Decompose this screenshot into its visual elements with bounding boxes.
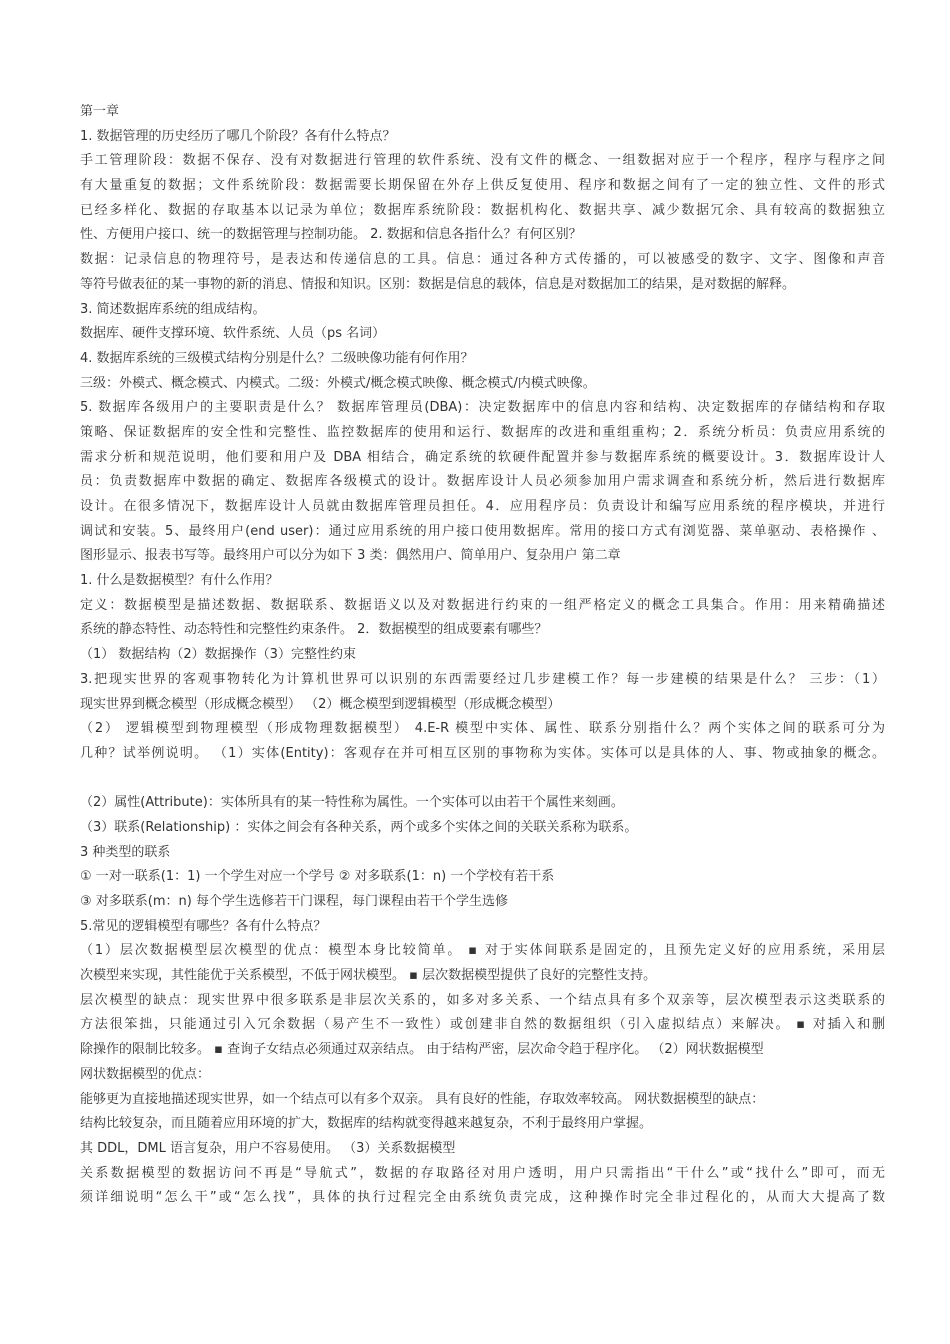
text-line: 3 种类型的联系: [80, 844, 171, 860]
text-line: 除操作的限制比较多。 ▪ 查询子女结点必须通过双亲结点。 由于结构严密，层次命令趋于程序化。 （2）网状数据模型: [80, 1042, 764, 1058]
text-line: 其 DDL，DML 语言复杂，用户不容易使用。 （3）关系数据模型: [80, 1140, 456, 1156]
question-line: 4. 数据库系统的三级模式结构分别是什么？二级映像功能有何作用？: [80, 350, 474, 366]
text-line: 网状数据模型的优点：: [80, 1066, 211, 1082]
text-line: 须详细说明“怎么干”或“怎么找”，具体的执行过程完全由系统负责完成，这种操作时完全非过程化的，从而大大提高了数: [80, 1190, 885, 1206]
text-line: 层次模型的缺点：现实世界中很多联系是非层次关系的，如多对多关系、一个结点具有多个双亲等，层次模型表示这类联系的: [80, 992, 885, 1008]
text-line: 设计。在很多情况下，数据库设计人员就由数据库管理员担任。4．应用程序员：负责设计和编写应用系统的程序模块，并进行: [80, 499, 885, 514]
text-line: 数据库、硬件支撑环境、软件系统、人员（ps 名词）: [80, 326, 386, 342]
text-line: 策略、保证数据库的安全性和完整性、监控数据库的使用和运行、数据库的改进和重组重构；2．系统分析员：负责应用系统的: [80, 424, 885, 440]
text-line: （2）属性(Attribute)：实体所具有的某一特性称为属性。一个实体可以由若干个属性来刻画。: [80, 795, 624, 811]
text-line: 能够更为直接地描述现实世界，如一个结点可以有多个双亲。 具有良好的性能，存取效率较高。 网状数据模型的缺点：: [80, 1091, 765, 1107]
text-line: 有大量重复的数据；文件系统阶段：数据需要长期保留在外存上供反复使用、程序和数据之间有了一定的独立性、文件的形式: [80, 178, 885, 194]
text-line: 次模型来实现，其性能优于关系模型，不低于网状模型。 ▪ 层次数据模型提供了良好的完整性支持。: [80, 968, 657, 984]
text-line: ③ 对多联系(m：n) 每个学生选修若干门课程，每门课程由若干个学生选修: [80, 894, 508, 909]
chapter-heading: 第一章: [80, 104, 120, 119]
text-line: 5. 数据库各级用户的主要职责是什么？ 数据库管理员(DBA)：决定数据库中的信息内容和结构、决定数据库的存储结构和存取: [80, 400, 885, 416]
blank-line: [80, 767, 885, 792]
text-line: ① 一对一联系(1：1) 一个学生对应一个学号 ② 对多联系(1：n) 一个学校有若干系: [80, 869, 555, 885]
text-line: 几种？试举例说明。 （1）实体(Entity)：客观存在并可相互区别的事物称为实体。实体可以是具体的人、事、物或抽象的概念。: [80, 745, 885, 761]
text-line: 方法很笨拙，只能通过引入冗余数据（易产生不一致性）或创建非自然的数据组织（引入虚拟结点）来解决。 ▪ 对插入和删: [80, 1017, 885, 1033]
text-line: 关系数据模型的数据访问不再是“导航式”，数据的存取路径对用户透明，用户只需指出“干什么”或“找什么”即可，而无: [80, 1165, 885, 1181]
text-line: （2） 逻辑模型到物理模型（形成物理数据模型） 4.E-R 模型中实体、属性、联系分别指什么？两个实体之间的联系可分为: [80, 721, 885, 737]
text-line: 3.把现实世界的客观事物转化为计算机世界可以识别的东西需要经过几步建模工作？每一步建模的结果是什么？ 三步：（1）: [80, 671, 885, 687]
question-line: 1. 数据管理的历史经历了哪几个阶段？各有什么特点？: [80, 128, 396, 144]
text-line: 员：负责数据库中数据的确定、数据库各级模式的设计。数据库设计人员必须参加用户需求调查和系统分析，然后进行数据库: [80, 474, 885, 490]
text-line: 定义：数据模型是描述数据、数据联系、数据语义以及对数据进行约束的一组严格定义的概念工具集合。作用：用来精确描述: [80, 597, 885, 613]
text-line: 性、方便用户接口、统一的数据管理与控制功能。 2. 数据和信息各指什么？有何区别？: [80, 227, 582, 243]
text-line: （1）层次数据模型层次模型的优点：模型本身比较简单。 ▪ 对于实体间联系是固定的，且预先定义好的应用系统，采用层: [80, 943, 885, 959]
text-line: 调试和安装。5、最终用户(end user)：通过应用系统的用户接口使用数据库。常用的接口方式有浏览器、菜单驱动、表格操作 、: [80, 523, 885, 539]
text-line: 已经多样化、数据的存取基本以记录为单位；数据库系统阶段：数据机构化、数据共享、减少数据冗余、具有较高的数据独立: [80, 202, 885, 218]
text-line: 系统的静态特性、动态特性和完整性约束条件。 2．数据模型的组成要素有哪些？: [80, 622, 548, 638]
text-line: 数据：记录信息的物理符号，是表达和传递信息的工具。信息：通过各种方式传播的，可以被感受的数字、文字、图像和声音: [80, 252, 885, 268]
document-body: [80, 100, 885, 1211]
text-line: 需求分析和规范说明，他们要和用户及 DBA 相结合，确定系统的软硬件配置并参与数据库系统的概要设计。3．数据库设计人: [80, 449, 885, 465]
text-line: 结构比较复杂，而且随着应用环境的扩大，数据库的结构就变得越来越复杂，不利于最终用户掌握。: [80, 1116, 653, 1132]
text-line: 等符号做表征的某一事物的新的消息、情报和知识。区别：数据是信息的载体，信息是对数据加工的结果，是对数据的解释。: [80, 276, 796, 292]
text-line: 三级：外模式、概念模式、内模式。二级：外模式/概念模式映像、概念模式/内模式映像。: [80, 375, 596, 391]
text-line: （1） 数据结构（2）数据操作（3）完整性约束: [80, 647, 356, 663]
text-line: 现实世界到概念模型（形成概念模型） （2）概念模型到逻辑模型（形成概念模型）: [80, 696, 561, 712]
text-line: 手工管理阶段：数据不保存、没有对数据进行管理的软件系统、没有文件的概念、一组数据对应于一个程序，程序与程序之间: [80, 153, 885, 169]
question-line: 5.常见的逻辑模型有哪些？各有什么特点？: [80, 918, 327, 934]
question-line: 3. 简述数据库系统的组成结构。: [80, 301, 266, 317]
text-line: （3）联系(Relationship) ：实体之间会有各种关系，两个或多个实体之间的关联关系称为联系。: [80, 819, 638, 835]
text-line: 图形显示、报表书写等。最终用户可以分为如下 3 类：偶然用户、简单用户、复杂用户 第二章: [80, 548, 621, 564]
question-line: 1. 什么是数据模型？有什么作用？: [80, 573, 279, 589]
